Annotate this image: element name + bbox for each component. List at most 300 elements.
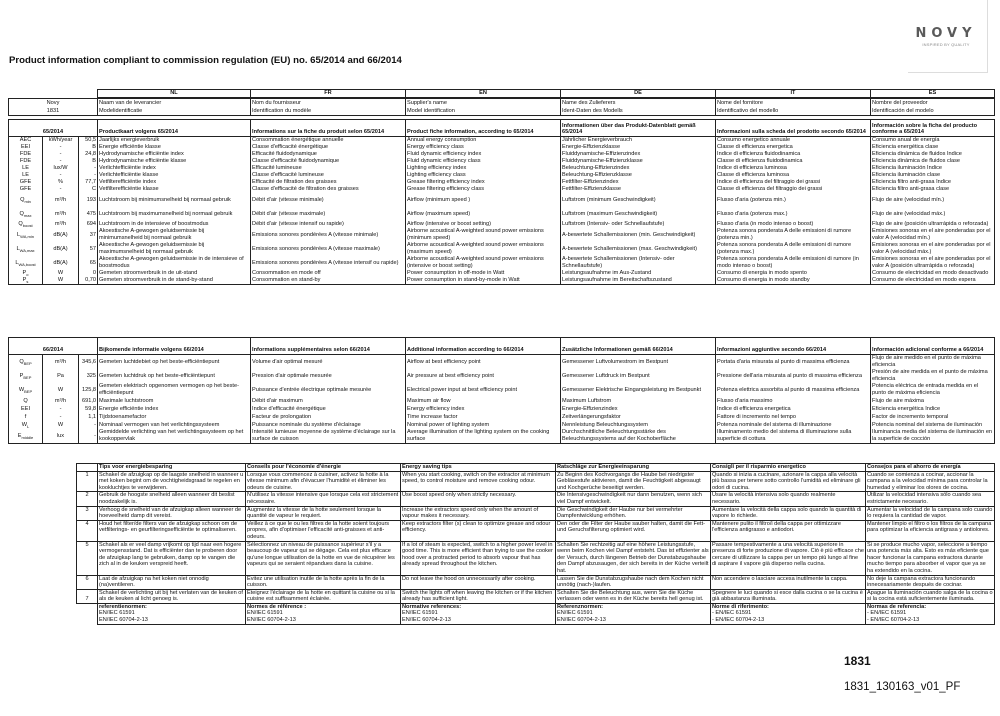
parameter-unit: - xyxy=(43,405,79,413)
parameter-symbol xyxy=(9,165,43,172)
parameter-description: Emissions sonores pondérées A (vitesse minimale) xyxy=(251,228,406,242)
brand-tagline: INSPIRED BY QUALITY xyxy=(922,42,970,47)
parameter-symbol xyxy=(9,405,43,413)
tip-text: Veillez à ce que le ou les filtres de la hotte soient toujours propres, afin d'optimiser l'efficacité anti-graisses et anti-odeurs. xyxy=(246,520,401,541)
parameter-description: Gemessener Elektrische Eingangsleistung im Bestpunkt xyxy=(561,383,716,397)
parameter-unit: dB(A) xyxy=(43,242,79,256)
parameter-description: Flusso d'aria (potenza min.) xyxy=(716,193,871,207)
parameter-unit: lux xyxy=(43,429,79,444)
tip-text: Augmentez la vitesse de la hotte seulement lorsque la quantité de vapeur le requiert. xyxy=(246,506,401,520)
parameter-value: 50,5 xyxy=(79,137,98,145)
symbol-text: FDE xyxy=(19,151,32,158)
normative-reference xyxy=(98,603,246,624)
parameter-row xyxy=(9,228,995,242)
parameter-description: Facteur de prolongation xyxy=(251,413,406,421)
parameter-unit: - xyxy=(43,413,79,421)
parameter-unit: m³/h xyxy=(43,397,79,405)
parameter-unit: W xyxy=(43,270,79,277)
parameter-description: Illuminamento medio del sistema di illuminazione sulla superficie di cottura xyxy=(716,429,871,444)
parameter-description: Grease filtering efficiency class xyxy=(406,186,561,193)
parameter-description: Nennleistung Beleuchtungssystem xyxy=(561,421,716,429)
parameter-symbol xyxy=(9,413,43,421)
section-header: Información sobre la ficha del producto conforme a 65/2014 xyxy=(871,120,995,137)
tip-text: Switch the lights off when leaving the kitchen or if the kitchen already has sufficient light. xyxy=(401,589,556,603)
parameter-value: 57 xyxy=(79,242,98,256)
parameter-description: Flujo de aire (velocidad mín.) xyxy=(871,193,995,207)
parameter-description: Fettfilter-Effizienzklasse xyxy=(561,186,716,193)
reference-label: Norme di riferimento: xyxy=(712,603,769,610)
supplier-name: Novy xyxy=(9,99,98,108)
parameter-value: 0,70 xyxy=(79,277,98,285)
symbol-subscript: min xyxy=(24,198,31,204)
tips-header: Tips voor energiebesparing xyxy=(98,464,246,472)
regulation-66-header-row xyxy=(9,338,995,355)
language-it: IT xyxy=(716,90,871,98)
tip-number: 4 xyxy=(77,520,98,541)
symbol-subscript: BEP xyxy=(23,360,32,366)
parameter-description: Average illumination of the lighting system on the cooking surface xyxy=(406,429,561,444)
parameter-description: Classe d'efficacité de filtration des graisses xyxy=(251,186,406,193)
parameter-description: Beleuchtung-Effizienzindex xyxy=(561,165,716,172)
symbol-text: EEI xyxy=(20,144,31,151)
tip-number: 7 xyxy=(77,589,98,603)
parameter-description: Power consumption in off-mode in Watt xyxy=(406,270,561,277)
parameter-unit: Pa xyxy=(43,369,79,383)
symbol-text: W xyxy=(18,386,25,393)
parameter-row xyxy=(9,193,995,207)
tip-text: N'utilisez la vitesse intensive que lorsque cela est strictement nécessaire. xyxy=(246,492,401,506)
tip-text: Quando si inizia a cucinare, azionare la cappa alla velocità più bassa per tenere sotto controllo l'umidità ed eliminare gli odori di cucina. xyxy=(711,471,866,492)
parameter-symbol xyxy=(9,383,43,397)
tip-text: Lorsque vous commencez à cuisiner, activez la hotte à la vitesse minimum afin d'évacuer l'humidité et éliminer les odeurs de cuisine. xyxy=(246,471,401,492)
parameter-row xyxy=(9,207,995,221)
section-header: Información adicional conforme a 66/2014 xyxy=(871,338,995,355)
symbol-text: L xyxy=(16,245,20,252)
parameter-description: Time increase factor xyxy=(406,413,561,421)
language-header-table xyxy=(97,89,995,98)
normative-reference xyxy=(246,603,401,624)
tip-text: Aumentar la velocidad de la campana solo cuando lo requiera la cantidad de vapor. xyxy=(866,506,995,520)
footer-file-reference: 1831_130163_v01_PF xyxy=(844,681,961,693)
tip-text: Gebruik de hoogste snelheid alleen wanneer dit beslist noodzakelijk is. xyxy=(98,492,246,506)
parameter-description: Jährlicher Energieverbrauch xyxy=(561,137,716,145)
section-header: Informazioni sulla scheda del prodotto secondo 65/2014 xyxy=(716,120,871,137)
parameter-value: - xyxy=(79,165,98,172)
parameter-symbol xyxy=(9,369,43,383)
section-header: Informations sur la fiche du produit selon 65/2014 xyxy=(251,120,406,137)
tip-text: Schalten Sie die Beleuchtung aus, wenn Sie die Küche verlassen oder wenn es in der Küche bereits hell genug ist. xyxy=(556,589,711,603)
section-header: Zusätzliche Informationen gemäß 66/2014 xyxy=(561,338,716,355)
tip-text: No deje la campana extractora funcionando innecesariamente después de cocinar. xyxy=(866,575,995,589)
parameter-description: Luchtstroom in de intensieve of boostmodus xyxy=(98,221,251,228)
model-identification: 1831 xyxy=(9,107,98,116)
symbol-text: LE xyxy=(22,165,29,172)
tip-number: 3 xyxy=(77,506,98,520)
symbol-text: AEC xyxy=(19,137,32,144)
parameter-description: Fluiddynamische-Effizienzklasse xyxy=(561,158,716,165)
language-nl: NL xyxy=(98,90,251,98)
tip-text: If a lot of steam is expected, switch to a higher power level in good time. This is more efficient than trying to use the cooker hood over a protracted period to absorb vapour that has already spread throughout the kitchen. xyxy=(401,541,556,575)
parameter-description: Efficacité lumineuse xyxy=(251,165,406,172)
parameter-description: Akoestische A-gewogen geluidsemissie bij minimumsnelheid bij normaal gebruik xyxy=(98,228,251,242)
parameter-description: Presión de aire medida en el punto de máxima eficiencia xyxy=(871,369,995,383)
parameter-row xyxy=(9,421,995,429)
parameter-description: Luchtstroom bij minimumsnelheid bij normaal gebruik xyxy=(98,193,251,207)
parameter-description: Consommation en mode off xyxy=(251,270,406,277)
symbol-text: L xyxy=(17,231,21,238)
tip-text: Laat de afzuigkap na het koken niet onnodig (na)ventileren. xyxy=(98,575,246,589)
parameter-description: Air pressure at best efficiency point xyxy=(406,369,561,383)
parameter-unit: W xyxy=(43,383,79,397)
parameter-symbol xyxy=(9,179,43,186)
parameter-description: Lighting efficiency class xyxy=(406,172,561,179)
reference-standard: EN/IEC 60704-2-13 xyxy=(402,617,451,624)
parameter-unit: dB(A) xyxy=(43,228,79,242)
parameter-symbol xyxy=(9,221,43,228)
tips-header: Ratschläge zur Energieeinsparung xyxy=(556,464,711,472)
section-header: Informations supplémentaires selon 66/2014 xyxy=(251,338,406,355)
language-de: DE xyxy=(561,90,716,98)
parameter-description: Consumo anual de energía xyxy=(871,137,995,145)
parameter-description: Débit d'air (vitesse maximale) xyxy=(251,207,406,221)
parameter-description: Electrical power input at best efficiency point xyxy=(406,383,561,397)
reference-label: Referenznormen: xyxy=(557,603,604,610)
parameter-row xyxy=(9,369,995,383)
parameter-description: Consommation en stand-by xyxy=(251,277,406,285)
parameter-value: 325 xyxy=(79,369,98,383)
parameter-description: Volume d'air optimal mesuré xyxy=(251,355,406,370)
tip-text: Spegnere le luci quando si esce dalla cucina o se la cucina è già abbastanza illuminata. xyxy=(711,589,866,603)
parameter-row xyxy=(9,158,995,165)
tip-row xyxy=(77,575,995,589)
symbol-subscript: middle xyxy=(21,434,34,440)
symbol-text: Q xyxy=(23,397,28,404)
section-header: Bijkomende informatie volgens 66/2014 xyxy=(98,338,251,355)
parameter-description: Energy efficiency index xyxy=(406,405,561,413)
reference-standard: EN/IEC 61591 xyxy=(247,610,283,617)
parameter-description: Potencia nominal del sistema de iluminación xyxy=(871,421,995,429)
parameter-description: Indice di efficienza luminosa xyxy=(716,165,871,172)
parameter-value: 24,8 xyxy=(79,151,98,158)
language-fr: FR xyxy=(251,90,406,98)
supplier-label: Nome del fornitore xyxy=(716,99,871,108)
novy-logo xyxy=(910,26,982,47)
parameter-description: Emissions sonores pondérées A (vitesse maximale) xyxy=(251,242,406,256)
tip-row xyxy=(77,589,995,603)
parameter-description: Intensité lumieuse moyenne de système d'éclairage sur la surface de cuisson xyxy=(251,429,406,444)
parameter-description: Indice di efficienza fluidodinamica xyxy=(716,151,871,158)
parameter-description: Tijdstoenamefactor xyxy=(98,413,251,421)
parameter-description: Portata d'aria misurata al punto di massima efficienza xyxy=(716,355,871,370)
parameter-description: Emisiones sonoras en el aire ponderadas por el valor A (velocidad máx.) xyxy=(871,242,995,256)
parameter-description: Eficiencia dinámica de fluidos Indice xyxy=(871,151,995,158)
symbol-subscript: BEP xyxy=(24,388,33,394)
symbol-subscript: boost xyxy=(22,223,33,228)
tip-text: Mantener limpio el filtro o los filtros de la campana para optimizar la eficiencia antigrasa y antiolores. xyxy=(866,520,995,541)
reference-standard: - EN/IEC 61591 xyxy=(867,610,907,617)
parameter-unit: m³/h xyxy=(43,207,79,221)
symbol-text: Q xyxy=(19,210,24,217)
parameter-description: Akoestische A-gewogen geluidsemissie bij maximumsnelheid bij normaal gebruik xyxy=(98,242,251,256)
parameter-description: Emissions sonores pondérées A (vitesse intensif ou rapide) xyxy=(251,256,406,270)
regulation-65-2014-table xyxy=(8,119,995,285)
document-title: Product information compliant to commission regulation (EU) no. 65/2014 and 66/2014 xyxy=(9,55,402,66)
parameter-description: Airflow (maximum speed) xyxy=(406,207,561,221)
parameter-description: Eficiencia energética Indice xyxy=(871,405,995,413)
parameter-row xyxy=(9,221,995,228)
parameter-description: Luftstrom (Intensiv- oder Schnellaufstufe) xyxy=(561,221,716,228)
parameter-value: - xyxy=(79,172,98,179)
parameter-unit: - xyxy=(43,151,79,158)
tip-text: Schakel als er veel damp vrijkomt op tijd naar een hogere vermogensstand. Dat is efficiënter dan te proberen door de afzuigkap lang te gebruiken, damp op te vangen die zich al in de keuken verspreid heeft. xyxy=(98,541,246,575)
symbol-subscript: WA,max xyxy=(19,247,35,253)
tips-header: Consejos para el ahorro de energía xyxy=(866,464,995,472)
parameter-symbol xyxy=(9,158,43,165)
language-es: ES xyxy=(871,90,995,98)
reference-label: referentienormen: xyxy=(99,603,147,610)
parameter-description: Consumo di energia in modo standby xyxy=(716,277,871,285)
parameter-row xyxy=(9,151,995,158)
parameter-description: Airborne acoustical A-weighted sound power emissions (minimum speed) xyxy=(406,228,561,242)
parameter-value: 1,1 xyxy=(79,413,98,421)
tip-text: Increase the extractors speed only when the amount of vapour makes it necessary. xyxy=(401,506,556,520)
parameter-description: Flusso d'aria massimo xyxy=(716,397,871,405)
reference-standard: EN/IEC 61591 xyxy=(99,610,135,617)
parameter-unit: m³/h xyxy=(43,221,79,228)
parameter-description: Flusso d'aria (in modo intenso o boost) xyxy=(716,221,871,228)
symbol-text: f xyxy=(24,413,27,420)
parameter-description: Energie-Effizienzindex xyxy=(561,405,716,413)
parameter-description: Leistungsaufnahme im Bereitschaftszustand xyxy=(561,277,716,285)
parameter-value: 59,8 xyxy=(79,405,98,413)
parameter-description: Luftstrom (maximum Geschwindigkeit) xyxy=(561,207,716,221)
symbol-text: LE xyxy=(22,172,29,179)
parameter-value: 193 xyxy=(79,193,98,207)
parameter-description: Classe di efficienza del filtraggio dei grassi xyxy=(716,186,871,193)
parameter-description: Energie efficiëntie index xyxy=(98,405,251,413)
parameter-value: 0 xyxy=(79,270,98,277)
parameter-description: Puissance nominale du système d'éclairage xyxy=(251,421,406,429)
parameter-symbol xyxy=(9,429,43,444)
parameter-symbol xyxy=(9,207,43,221)
parameter-row xyxy=(9,186,995,193)
tip-text: Non accendere o lasciare accesa inutilmente la cappa. xyxy=(711,575,866,589)
parameter-description: Débit d'air (vitesse minimale) xyxy=(251,193,406,207)
parameter-unit: lux/W xyxy=(43,165,79,172)
parameter-description: Classe d'efficacité énergétique xyxy=(251,144,406,151)
reference-standard: EN/IEC 60704-2-13 xyxy=(247,617,296,624)
reference-standard: - EN/IEC 60704-2-13 xyxy=(712,617,765,624)
parameter-symbol xyxy=(9,270,43,277)
logo-divider xyxy=(908,72,988,73)
parameter-description: Indice di efficienza del filtraggio dei grassi xyxy=(716,179,871,186)
parameter-description: Potenza nominale del sistema di illuminazione xyxy=(716,421,871,429)
symbol-text: P xyxy=(19,372,24,379)
supplier-label: Supplier's name xyxy=(406,99,561,108)
tip-text: Utilizar la velocidad intensiva sólo cuando sea estrictamente necesario. xyxy=(866,492,995,506)
tip-text: Keep extractors filter (s) clean to optimize grease and odour efficiency. xyxy=(401,520,556,541)
parameter-description: Fluid dynamic efficiency index xyxy=(406,151,561,158)
parameter-unit: - xyxy=(43,144,79,151)
model-label: Modelidentificatie xyxy=(98,107,251,116)
parameter-row xyxy=(9,137,995,145)
parameter-value: 125,8 xyxy=(79,383,98,397)
parameter-symbol xyxy=(9,277,43,285)
tip-text: Apague la iluminación cuando salga de la cocina o si la cocina está suficientemente iluminada. xyxy=(867,589,993,603)
parameter-value: B xyxy=(79,158,98,165)
parameter-row xyxy=(9,270,995,277)
supplier-label: Nombre del proveedor xyxy=(871,99,995,108)
language-en: EN xyxy=(406,90,561,98)
parameter-symbol xyxy=(9,421,43,429)
parameter-unit: - xyxy=(43,186,79,193)
parameter-description: Airflow at best efficiency point xyxy=(406,355,561,370)
regulation-66-code: 66/2014 xyxy=(9,338,98,355)
tip-number: 6 xyxy=(77,575,98,589)
parameter-description: Verlichtefficiëntie index xyxy=(98,165,251,172)
parameter-description: Flujo de aire medido en el punto de máxima eficiencia xyxy=(871,355,995,370)
regulation-65-code: 65/2014 xyxy=(9,120,98,137)
parameter-description: Puissance d'entrée électrique optimale mesurée xyxy=(251,383,406,397)
parameter-description: Débit d'air maximum xyxy=(251,397,406,405)
parameter-row xyxy=(9,179,995,186)
tip-text: Sélectionnez un niveau de puissance supérieur s'il y a beaucoup de vapeur qui se dégage. Cela est plus efficace qu'une longue utilisation de la hotte en vue de récupérer les vapeurs qui se seraient répandues dans la cuisine. xyxy=(246,541,401,575)
parameter-description: Flujo de aire (posición ultrarrápida o reforzada) xyxy=(871,221,995,228)
parameter-row xyxy=(9,256,995,270)
parameter-value: 77,7 xyxy=(79,179,98,186)
model-label: Identification du modèle xyxy=(251,107,406,116)
normative-reference xyxy=(556,603,711,624)
tip-text: Aumentare la velocità della cappa solo quando la quantità di vapore lo richiede. xyxy=(711,506,866,520)
tip-text: Den oder die Filter der Haube sauber halten, damit die Fett- und Geruchsfilterung optimiert wird. xyxy=(556,520,711,541)
reference-label: Normative references: xyxy=(402,603,462,610)
symbol-text: EEI xyxy=(20,405,31,412)
parameter-description: Potencia eléctrica de entrada medida en el punto de máxima eficiencia xyxy=(871,383,995,397)
tip-row xyxy=(77,541,995,575)
parameter-description: Luftstrom (minimum Geschwindigkeit) xyxy=(561,193,716,207)
parameter-description: Airflow (minimum speed ) xyxy=(406,193,561,207)
parameter-value: - xyxy=(79,421,98,429)
parameter-description: Annual energy consumption xyxy=(406,137,561,145)
language-header-row xyxy=(98,90,995,98)
normative-reference xyxy=(866,603,995,624)
parameter-description: Airborne acoustical A-weighted sound power emissions (intensive or boost setting) xyxy=(406,256,561,270)
tip-text: Die Intensivgeschwindigkeit nur dann benutzen, wenn sich viel Dampf entwickelt. xyxy=(556,492,711,506)
parameter-value: C xyxy=(79,186,98,193)
parameter-description: Flujo de aire máxima xyxy=(871,397,995,405)
parameter-unit: W xyxy=(43,421,79,429)
parameter-description: Airflow (intensive or boost setting) xyxy=(406,221,561,228)
symbol-subscript: o xyxy=(26,272,29,277)
symbol-text: Q xyxy=(19,358,24,365)
parameter-description: Verlichtefficiëntie klasse xyxy=(98,172,251,179)
parameter-unit: - xyxy=(43,172,79,179)
tips-header-row xyxy=(77,464,995,472)
parameter-description: Energie-Effizienzklasse xyxy=(561,144,716,151)
parameter-description: Consumo energetico annuale xyxy=(716,137,871,145)
parameter-unit: m³/h xyxy=(43,355,79,370)
tip-row xyxy=(77,506,995,520)
reference-standard: EN/IEC 61591 xyxy=(402,610,438,617)
reference-standard: - EN/IEC 60704-2-13 xyxy=(867,617,920,624)
normative-references-row xyxy=(77,603,995,624)
parameter-value: 694 xyxy=(79,221,98,228)
tip-row xyxy=(77,520,995,541)
symbol-text: L xyxy=(15,259,19,266)
parameter-description: Energy efficiency class xyxy=(406,144,561,151)
parameter-description: Emisiones sonoras en el aire ponderadas por el valor A (posición ultrarrápida o reforzada) xyxy=(871,256,995,270)
parameter-description: Iluminancia media del sistema de iluminación en la superficie de cocción xyxy=(871,429,995,444)
symbol-text: Q xyxy=(18,221,23,228)
tip-text: Mantenere pulito il filtro/i della cappa per ottimizzare l'efficienza antigrasso e antiodori. xyxy=(711,520,866,541)
parameter-description: Fattore di incremento nel tempo xyxy=(716,413,871,421)
parameter-unit: dB(A) xyxy=(43,256,79,270)
parameter-symbol xyxy=(9,193,43,207)
supplier-label: Name des Zulieferers xyxy=(561,99,716,108)
reference-label: Normes de référence : xyxy=(247,603,307,610)
reference-standard: EN/IEC 60704-2-13 xyxy=(557,617,606,624)
reference-standard: - EN/IEC 61591 xyxy=(712,610,752,617)
tip-text: Schakel de verlichting uit bij het verlaten van de keuken of als de keuken al licht genoeg is. xyxy=(98,589,246,603)
symbol-subscript: L xyxy=(27,423,30,429)
parameter-description: Factor de incremento temporal xyxy=(871,413,995,421)
parameter-description: Nominaal vermogen van het verlichtingssysteem xyxy=(98,421,251,429)
model-row xyxy=(9,107,995,116)
parameter-symbol xyxy=(9,256,43,270)
parameter-description: Flujo de aire (velocidad máx.) xyxy=(871,207,995,221)
parameter-description: Jaarlijks energieverbruik xyxy=(98,137,251,145)
brand-name: NOVY xyxy=(915,26,977,41)
parameter-description: Durchschnittliche Beleuchtungsstärke des Beleuchtungssystems auf der Kochoberfläche xyxy=(561,429,716,444)
parameter-value: 691,0 xyxy=(79,397,98,405)
symbol-text: E xyxy=(17,432,22,439)
parameter-row xyxy=(9,413,995,421)
parameter-description: Gemiddelde verlichting van het verlichtingssysteem op het kookoppervlak xyxy=(98,429,251,444)
parameter-description: Classe di efficienza energetica xyxy=(716,144,871,151)
parameter-unit: % xyxy=(43,179,79,186)
parameter-symbol xyxy=(9,242,43,256)
parameter-description: Maximum Luftstrom xyxy=(561,397,716,405)
tips-header: Conseils pour l'économie d'énergie xyxy=(246,464,401,472)
logo-divider-vertical xyxy=(987,0,988,73)
symbol-subscript: BEP xyxy=(23,374,32,380)
parameter-unit: - xyxy=(43,158,79,165)
parameter-symbol xyxy=(9,172,43,179)
parameter-value: - xyxy=(79,429,98,444)
parameter-description: Beleuchtung-Effizienzklasse xyxy=(561,172,716,179)
energy-saving-tips-table xyxy=(76,463,995,625)
symbol-text: P xyxy=(22,270,27,277)
parameter-description: A-bewertete Schallemissionen (max. Geschwindigkeit) xyxy=(561,242,716,256)
parameter-description: Pression d'air optimale mesurée xyxy=(251,369,406,383)
section-header: Additional information according to 66/2014 xyxy=(406,338,561,355)
tip-text: Use boost speed only when strictly necessary. xyxy=(401,492,556,506)
parameter-description: Power consumption in stand-by-mode in Watt xyxy=(406,277,561,285)
parameter-unit: m³/h xyxy=(43,193,79,207)
parameter-description: Gemeten elektrisch opgenomen vermogen op het beste-efficiëntiepunt xyxy=(98,383,251,397)
parameter-symbol xyxy=(9,151,43,158)
symbol-subscript: WA,boost xyxy=(18,261,36,267)
parameter-description: Débit d'air (vitesse intensif ou rapide) xyxy=(251,221,406,228)
parameter-row xyxy=(9,165,995,172)
tip-text: Die Geschwindigkeit der Haube nur bei vermehrter Dampfentwicklung erhöhen. xyxy=(556,506,711,520)
parameter-description: Gemeten stroomverbruik in de uit-stand xyxy=(98,270,251,277)
normative-reference xyxy=(401,603,556,624)
tip-text: Zu Beginn des Kochvorgangs die Haube bei niedrigster Gebläsestufe aktivieren, damit die Feuchtigkeit abgesaugt und Kochgerüche beseitigt werden. xyxy=(556,471,711,492)
parameter-description: Efficacité fluidodynamique xyxy=(251,151,406,158)
parameter-description: Maximum air flow xyxy=(406,397,561,405)
parameter-description: Hydrodynamische efficiëntie index xyxy=(98,151,251,158)
